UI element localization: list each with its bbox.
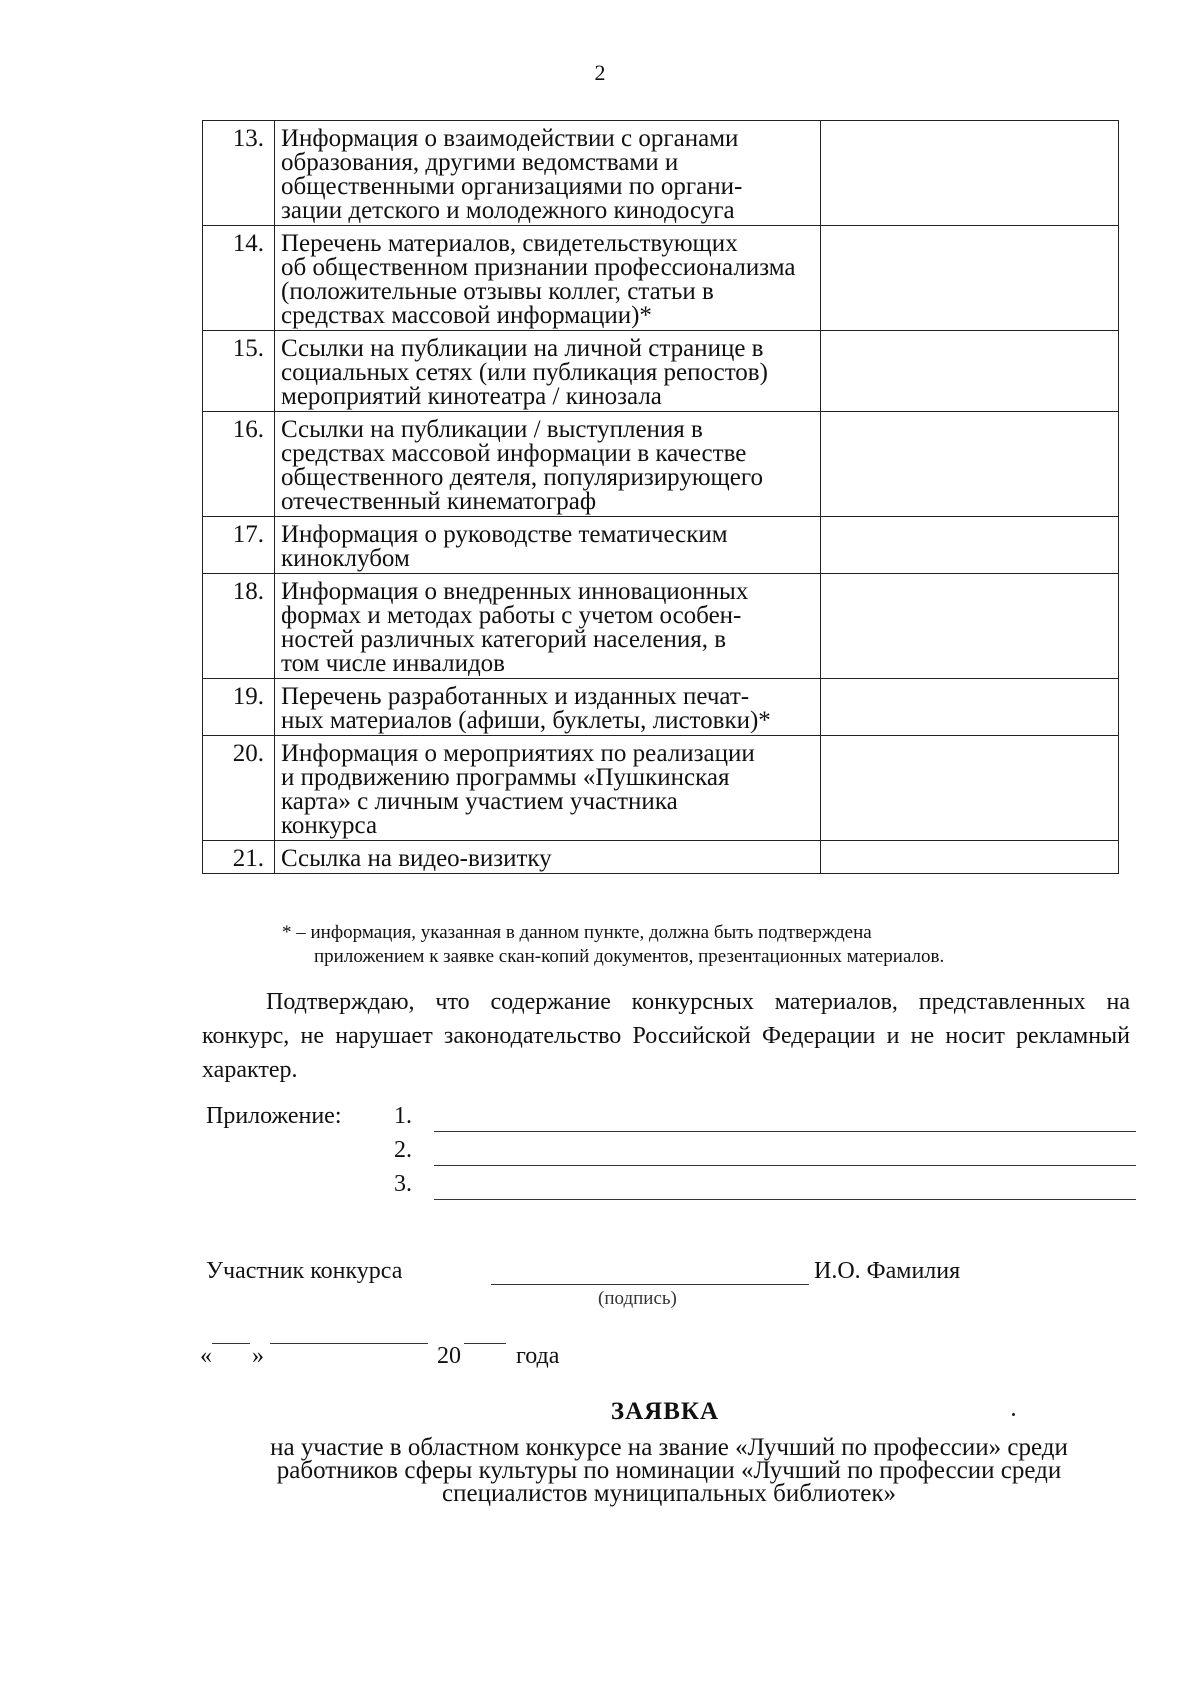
criteria-table (202, 120, 1119, 874)
table-row (203, 331, 1119, 412)
row-value-cell[interactable] (821, 121, 1119, 226)
table-row (203, 226, 1119, 331)
description-line: и продвижению программы «Пушкинская (281, 764, 730, 791)
row-value-cell[interactable] (821, 226, 1119, 331)
row-number: 16. (203, 412, 275, 517)
description-line: социальных сетях (или публикация репостов) (281, 359, 768, 386)
attachment-number: 2. (394, 1137, 412, 1163)
attachment-blank (434, 1199, 1136, 1200)
description-line: ных материалов (афиши, буклеты, листовки)* (281, 707, 771, 734)
application-subtitle (204, 1436, 1134, 1505)
signature-caption: (подпись) (598, 1288, 677, 1309)
description-line: Перечень материалов, свидетельствующих (281, 230, 738, 257)
description-line: киноклубом (281, 545, 410, 572)
description-line: образования, другими ведомствами и (281, 149, 679, 176)
description-line: средствах массовой информации в качестве (281, 440, 747, 467)
table-row (203, 121, 1119, 226)
attachment-blank (434, 1165, 1136, 1166)
attachment-line-3 (394, 1171, 1136, 1205)
row-number: 13. (203, 121, 275, 226)
date-close-quote: » (252, 1343, 264, 1369)
description-line: общественного деятеля, популяризирующего (281, 464, 764, 491)
row-number: 20. (203, 736, 275, 841)
attachment-number: 1. (394, 1103, 412, 1129)
row-value-cell[interactable] (821, 841, 1119, 874)
table-row (203, 574, 1119, 679)
row-number: 15. (203, 331, 275, 412)
description-line: Ссылки на публикации на личной странице в (281, 335, 764, 362)
attachment-line-2 (394, 1137, 1136, 1171)
description-line: конкурса (281, 812, 378, 839)
description-line: Информация о взаимодействии с органами (281, 125, 739, 152)
description-line: том числе инвалидов (281, 650, 505, 677)
row-description (275, 121, 821, 226)
date-row (200, 1343, 700, 1383)
row-number: 14. (203, 226, 275, 331)
row-value-cell[interactable] (821, 331, 1119, 412)
date-open-quote: « (200, 1343, 212, 1369)
scan-speck (1012, 1413, 1015, 1416)
row-number: 21. (203, 841, 275, 874)
row-description (275, 736, 821, 841)
subtitle-line: работников сферы культуры по номинации «Лучший по профессии среди (276, 1457, 1062, 1484)
description-line: отечественный кинематограф (281, 488, 597, 515)
description-line: Информация о руководстве тематическим (281, 521, 728, 548)
subtitle-line: на участие в областном конкурсе на звание «Лучший по профессии» среди (270, 1434, 1068, 1461)
day-blank (212, 1343, 250, 1344)
description-line: мероприятий кинотеатра / кинозала (281, 383, 662, 410)
description-line: формах и методах работы с учетом особен- (281, 602, 742, 629)
attachments-label: Приложение: (206, 1103, 342, 1129)
row-description (275, 841, 821, 874)
signature-blank (491, 1284, 809, 1285)
footnote (282, 921, 1142, 969)
row-description (275, 517, 821, 574)
table-row (203, 517, 1119, 574)
page-number: 2 (594, 60, 606, 85)
participant-label: Участник конкурса (206, 1258, 403, 1284)
footnote-line-1: * – информация, указанная в данном пункте, должна быть подтверждена (282, 922, 872, 943)
table-row (203, 841, 1119, 874)
table-row (203, 736, 1119, 841)
description-line: Информация о внедренных инновационных (281, 578, 749, 605)
row-number: 19. (203, 679, 275, 736)
year-prefix: 20 (437, 1343, 461, 1369)
row-number: 17. (203, 517, 275, 574)
subtitle-line: специалистов муниципальных библиотек» (442, 1480, 896, 1507)
row-value-cell[interactable] (821, 412, 1119, 517)
row-number: 18. (203, 574, 275, 679)
description-line: (положительные отзывы коллег, статьи в (281, 278, 714, 305)
year-blank (464, 1343, 506, 1344)
footnote-line-2: приложением к заявке скан-копий документов, презентационных материалов. (314, 946, 945, 967)
description-line: средствах массовой информации)* (281, 302, 652, 329)
confirmation-paragraph: Подтверждаю, что содержание конкурсных материалов, представленных на конкурс, не нарушает законодательство Российской Федерации и не носит рекламный характер. (202, 989, 1130, 1083)
row-description (275, 574, 821, 679)
description-line: зации детского и молодежного кинодосуга (281, 197, 735, 224)
description-line: Ссылки на публикации / выступления в (281, 416, 703, 443)
row-value-cell[interactable] (821, 736, 1119, 841)
description-line: Перечень разработанных и изданных печат- (281, 683, 750, 710)
application-title: ЗАЯВКА (610, 1398, 720, 1425)
row-description (275, 412, 821, 517)
description-line: общественными организациями по органи- (281, 173, 743, 200)
participant-name: И.О. Фамилия (814, 1258, 961, 1284)
description-line: об общественном признании профессионализма (281, 254, 796, 281)
row-value-cell[interactable] (821, 517, 1119, 574)
attachment-line-1 (394, 1103, 1136, 1137)
month-blank (270, 1343, 428, 1344)
attachment-blank (434, 1131, 1136, 1132)
row-value-cell[interactable] (821, 574, 1119, 679)
description-line: Информация о мероприятиях по реализации (281, 740, 755, 767)
description-line: карта» с личным участием участника (281, 788, 678, 815)
year-suffix: года (516, 1343, 560, 1369)
description-line: ностей различных категорий населения, в (281, 626, 727, 653)
row-description (275, 226, 821, 331)
row-description (275, 679, 821, 736)
table-row (203, 679, 1119, 736)
row-description (275, 331, 821, 412)
description-line: Ссылка на видео-визитку (281, 845, 552, 872)
table-row (203, 412, 1119, 517)
row-value-cell[interactable] (821, 679, 1119, 736)
attachment-number: 3. (394, 1171, 412, 1197)
